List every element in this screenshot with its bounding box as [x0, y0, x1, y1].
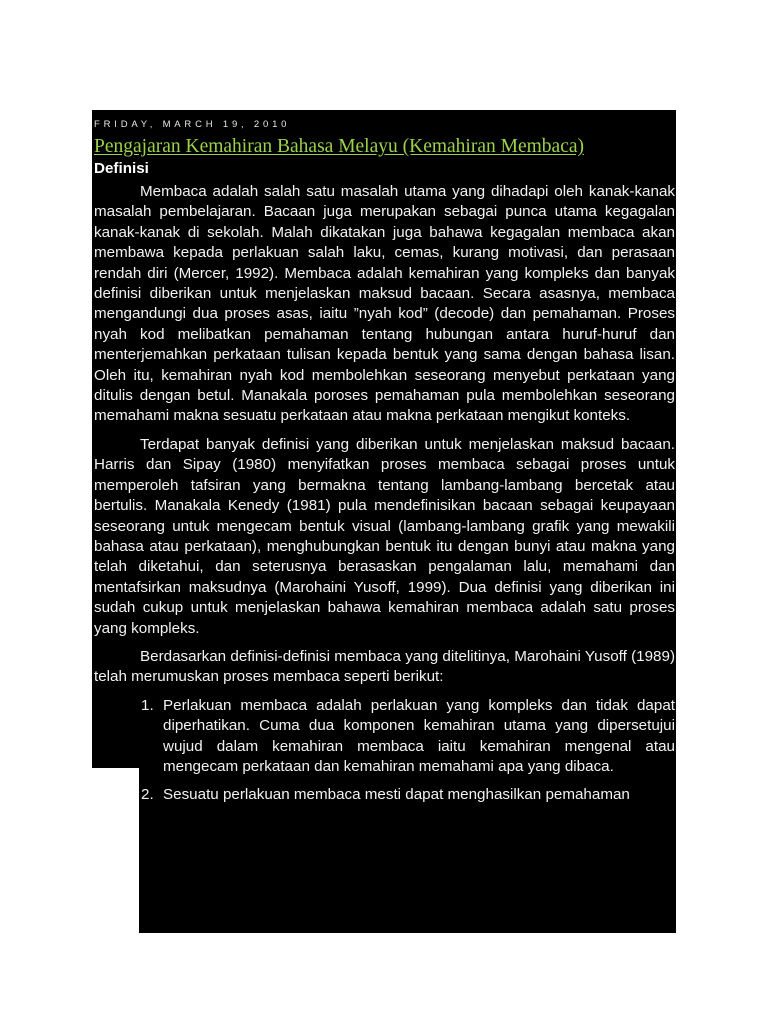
post-body: [94, 110, 675, 814]
paragraph: Berdasarkan definisi-definisi membaca yang ditelitinya, Marohaini Yusoff (1989) telah merumuskan proses membaca seperti berikut:: [94, 647, 675, 686]
list-item-text: Perlakuan membaca adalah perlakuan yang kompleks dan tidak dapat diperhatikan. Cuma dua komponen kemahiran utama yang dipersetujui wujud dalam kemahiran membaca iaitu kemahiran mengenal atau mengecam perkataan dan kemahiran memahami apa yang dibaca.: [163, 696, 675, 775]
section-heading: Definisi: [94, 160, 149, 177]
post-date: FRIDAY, MARCH 19, 2010: [94, 119, 291, 130]
list-item: [141, 696, 675, 778]
post-title-link[interactable]: Pengajaran Kemahiran Bahasa Melayu (Kemahiran Membaca): [94, 136, 584, 157]
paragraph: Membaca adalah salah satu masalah utama yang dihadapi oleh kanak-kanak masalah pembelajaran. Bacaan juga merupakan sebagai punca utama kegagalan kanak-kanak di sekolah. Malah dikatakan juga bahawa kegagalan membaca akan membawa kepada perlakuan salah laku, cemas, kurang motivasi, dan perasaan rendah diri (Mercer, 1992). Membaca adalah kemahiran yang kompleks dan banyak definisi diberikan untuk menjelaskan maksud bacaan. Secara asasnya, membaca mengandungi dua proses asas, iaitu ”nyah kod” (decode) dan pemahaman. Proses nyah kod melibatkan pemahaman tentang hubungan antara huruf-huruf dan menterjemahkan perkataan tulisan kepada bentuk yang sama dengan bahasa lisan. Oleh itu, kemahiran nyah kod membolehkan seseorang menyebut perkataan yang ditulis dengan betul. Manakala poroses pemahaman pula membolehkan seseorang memahami makna sesuatu perkataan atau makna perkataan mengikut konteks.: [94, 183, 675, 425]
paragraph: Terdapat banyak definisi yang diberikan untuk menjelaskan maksud bacaan. Harris dan Sipay (1980) menyifatkan proses membaca sebagai proses untuk memperoleh tafsiran yang bermakna tentang lambang-lambang bercetak atau bertulis. Manakala Kenedy (1981) pula mendefinisikan bacaan sebagai keupayaan seseorang untuk mengecam bentuk visual (lambang-lambang grafik yang mewakili bahasa atau perkataan), menghubungkan bentuk itu dengan bunyi atau makna yang telah diketahui, dan seterusnya berasaskan pengalaman lalu, memahami dan mentafsirkan maksudnya (Marohaini Yusoff, 1999). Dua definisi yang diberikan ini sudah cukup untuk menjelaskan bahawa kemahiran membaca adalah satu proses yang kompleks.: [94, 435, 675, 637]
list-item-text: Sesuatu perlakuan membaca mesti dapat menghasilkan pemahaman: [163, 786, 630, 804]
process-list: [94, 696, 675, 806]
list-item-number: 2.: [141, 786, 154, 804]
list-item-number: 1.: [141, 696, 154, 714]
list-item: [141, 785, 675, 805]
